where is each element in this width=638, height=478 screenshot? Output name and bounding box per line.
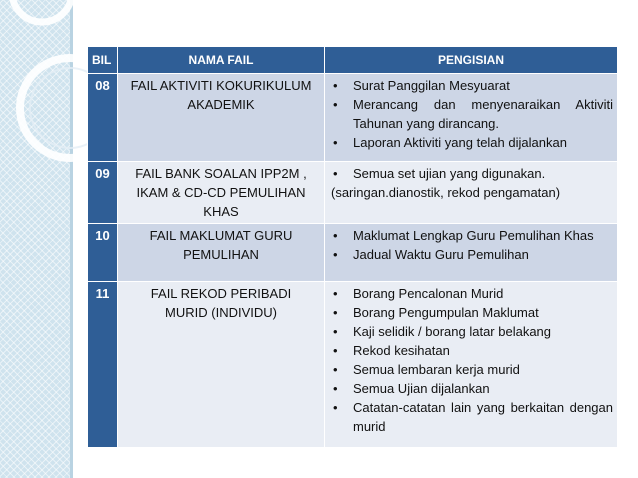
table-row	[88, 224, 618, 282]
row-pengisian	[325, 282, 618, 448]
list-item: • Semua set ujian yang digunakan.	[329, 164, 613, 183]
nama-line: MURID (INDIVIDU)	[165, 305, 277, 320]
list-item: • Semua Ujian dijalankan	[329, 379, 613, 398]
header-pengisian: PENGISIAN	[325, 47, 618, 74]
list-item: • Merancang dan menyenaraikan Aktiviti Tahunan yang dirancang.	[329, 95, 613, 133]
list-item: • Jadual Waktu Guru Pemulihan	[329, 245, 613, 264]
list-item: • Surat Panggilan Mesyuarat	[329, 76, 613, 95]
list-item: • Maklumat Lengkap Guru Pemulihan Khas	[329, 226, 613, 245]
pengisian-note: (saringan.dianostik, rekod pengamatan)	[331, 185, 561, 200]
table-header-row	[88, 47, 618, 74]
list-item: • Laporan Aktiviti yang telah dijalankan	[329, 133, 613, 152]
nama-line: FAIL AKTIVITI KOKURIKULUM	[130, 78, 312, 93]
row-bil: 08	[88, 74, 118, 162]
row-pengisian	[325, 74, 618, 162]
row-nama-fail	[118, 224, 325, 282]
header-nama-fail: NAMA FAIL	[118, 47, 325, 74]
row-bil: 11	[88, 282, 118, 448]
list-item: • Borang Pencalonan Murid	[329, 284, 613, 303]
nama-line: KHAS	[203, 204, 239, 219]
row-bil: 10	[88, 224, 118, 282]
row-bil: 09	[88, 162, 118, 224]
nama-line: FAIL REKOD PERIBADI	[150, 286, 292, 301]
list-item: • Rekod kesihatan	[329, 341, 613, 360]
list-item: • Semua lembaran kerja murid	[329, 360, 613, 379]
list-item: • Borang Pengumpulan Maklumat	[329, 303, 613, 322]
nama-line: FAIL BANK SOALAN IPP2M ,	[135, 166, 307, 181]
row-nama-fail	[118, 282, 325, 448]
row-nama-fail	[118, 74, 325, 162]
nama-line: PEMULIHAN	[183, 247, 259, 262]
fail-table	[87, 46, 618, 448]
table-row	[88, 282, 618, 448]
row-pengisian	[325, 224, 618, 282]
nama-line: AKADEMIK	[187, 97, 255, 112]
table-row	[88, 74, 618, 162]
row-nama-fail	[118, 162, 325, 224]
list-item: • Kaji selidik / borang latar belakang	[329, 322, 613, 341]
nama-line: FAIL MAKLUMAT GURU	[149, 228, 293, 243]
nama-line: IKAM & CD-CD PEMULIHAN	[136, 185, 306, 200]
table-row	[88, 162, 618, 224]
header-bil: BIL	[88, 47, 118, 74]
list-item: • Catatan-catatan lain yang berkaitan dengan murid	[329, 398, 613, 436]
row-pengisian	[325, 162, 618, 224]
